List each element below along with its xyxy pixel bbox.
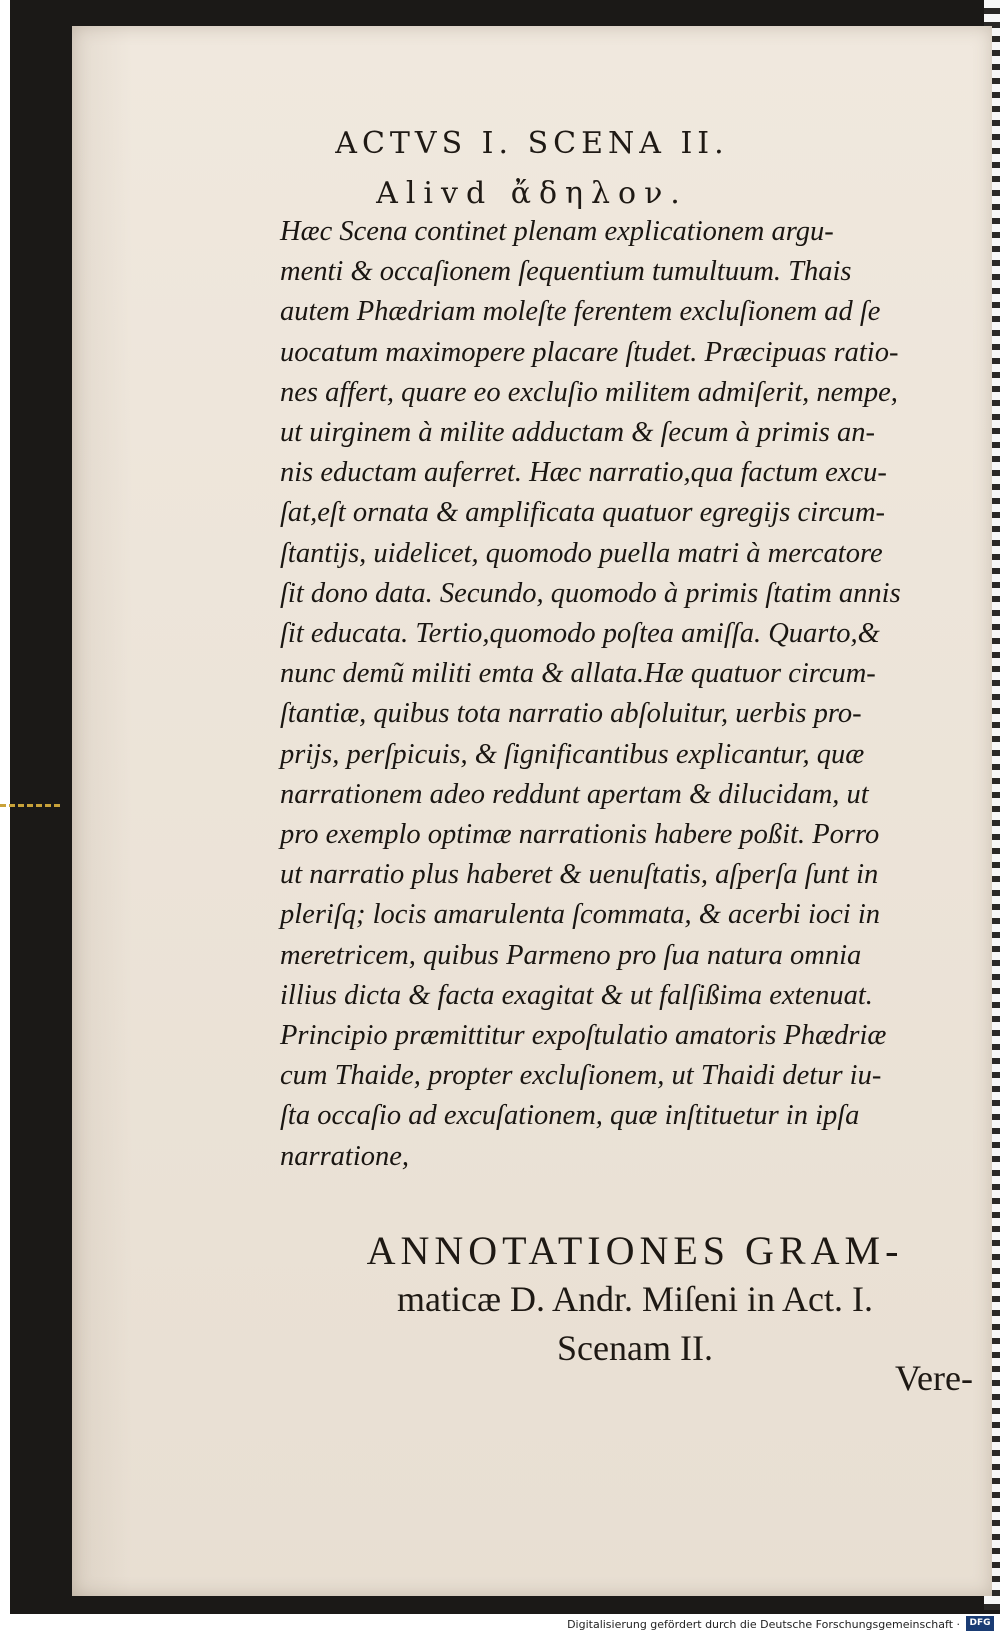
running-title: ACTVS I. SCENA II.	[335, 126, 729, 161]
footer-bar	[0, 1614, 1000, 1639]
annotations-heading: ANNOTATIONES GRAM-	[366, 1228, 904, 1273]
dfg-logo-icon: DFG	[966, 1616, 994, 1631]
fold-marker	[0, 804, 60, 807]
catchword: Vere-	[895, 1358, 973, 1398]
funding-credit: Digitalisierung gefördert durch die Deutsche Forschungsgemeinschaft ·	[567, 1618, 960, 1631]
annotations-heading-line3: Scenam II.	[557, 1328, 713, 1368]
body-paragraph: Hæc Scena continet plenam explicationem argu- menti & occaſionem ſequentium tumultuum. Thais autem Phædriam moleſte ferentem excluſionem ad ſe uocatum maximopere placare ſtudet. Præcipuas ratio- nes affert, quare eo excluſio militem admiſerit, nempe, ut uirginem à milite adductam & ſecum à primis an- nis eductam auferret. Hæc narratio,qua factum excu- ſat,eſt ornata & amplificata quatuor egregijs circum- ſtantijs, uidelicet, quomodo puella matri à mercatore ſit dono data. Secundo, quomodo à primis ſtatim annis ſit educata. Tertio,quomodo poſtea amiſſa. Quarto,& nunc demũ militi emta & allata.Hæ quatuor circum- ſtantiæ, quibus tota narratio abſoluitur, uerbis pro- prijs, perſpicuis, & ſignificantibus explicantur, quæ narrationem adeo reddunt apertam & dilucidam, ut pro exemplo optimæ narrationis habere poßit. Porro ut narratio plus haberet & uenuſtatis, aſperſa ſunt in pleriſq; locis amarulenta ſcommata, & acerbi ioci in meretricem, quibus Parmeno pro ſua natura omnia illius dicta & facta exagitat & ut falſißima extenuat. Principio præmittitur expoſtulatio amatoris Phædriæ cum Thaide, propter excluſionem, ut Thaidi detur iu- ſta occaſio ad excuſationem, quæ inſtituetur in ipſa narratione,	[280, 216, 901, 1172]
scan-margin-left	[0, 0, 10, 1614]
section-subtitle: Alivd ἄδηλον.	[376, 176, 688, 211]
annotations-heading-line2: maticæ D. Andr. Miſeni in Act. I.	[397, 1279, 873, 1319]
